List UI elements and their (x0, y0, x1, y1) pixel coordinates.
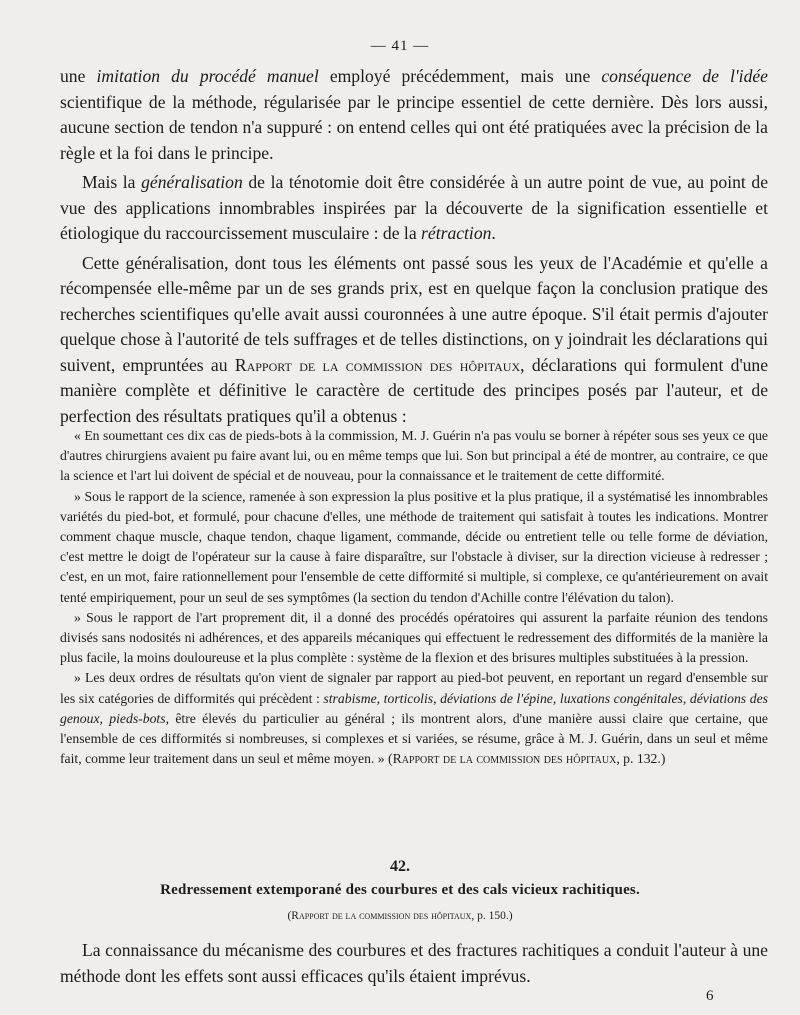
body-text-bottom (60, 938, 768, 989)
body-text-top (60, 64, 768, 429)
paragraph-2: Mais la généralisation de la ténotomie doit être considérée à un autre point de vue, au point de vue des applications innombrables inspirées par la découverte de la signification essentielle et étiologique du raccourcissement musculaire : de la rétraction. (60, 172, 769, 243)
paragraph-1: une imitation du procédé manuel employé précédemment, mais une conséquence de l'idée scientifique de la méthode, régularisée par le principe essentiel de cette dernière. Dès lors aussi, aucune section de tendon n'a suppuré : on entend celles qui ont été pratiquées avec la précision de la règle et la foi dans le principe. (60, 66, 768, 163)
quotation-block (60, 426, 768, 769)
final-paragraph: La connaissance du mécanisme des courbures et des fractures rachitiques a conduit l'auteur à une méthode dont les effets sont aussi efficaces qu'ils étaient imprévus. (60, 940, 768, 986)
paragraph-3: Cette généralisation, dont tous les éléments ont passé sous les yeux de l'Académie et qu'elle a récompensée elle-même par un de ses grands prix, est en quelque façon la conclusion pratique des recherches scientifiques qu'elle avait aussi couronnées à une autre époque. S'il était permis d'ajouter quelque chose à l'autorité de tels suffrages et de telles distinctions, on y joindrait les déclarations qui suivent, empruntées au Rapport de la commission des hôpitaux, déclarations qui formulent d'une manière complète et définitive le caractère de certitude des principes posés par l'auteur, et de perfection des résultats pratiques qu'il a obtenus : (60, 252, 769, 426)
section-number: 42. (390, 858, 410, 875)
section-source: (Rapport de la commission des hôpitaux, p. 150.) (287, 910, 513, 922)
page-number: — 41 — (370, 38, 430, 54)
section-title: Redressement extemporané des courbures et des cals vicieux rachitiques. (160, 882, 640, 898)
quote-paragraph-4: » Les deux ordres de résultats qu'on vient de signaler par rapport au pied-bot peuvent, en reportant un regard d'ensemble sur les six catégories de difformités qui précèdent : strabisme, torticolis, déviations de l'épine, luxations congénitales, déviations des genoux, pieds-bots, être élevés du particulier au général ; ils montrent alors, d'une manière aussi claire que certaine, que l'ensemble de ces difformités si nombreuses, si complexes et si variées, se résume, grâce à M. J. Guérin, dans un seul et même fait, comme leur traitement dans un seul et même moyen. » (Rapport de la commission des hôpitaux, p. 132.) (60, 670, 768, 767)
quote-paragraph-2: » Sous le rapport de la science, ramenée à son expression la plus positive et la plus pratique, il a systématisé les innombrables variétés du pied-bot, et formulé, pour chacune d'elles, une méthode de traitement qui satisfait à toutes les indications. Montrer comment chaque muscle, chaque tendon, chaque ligament, commande, décide ou entretient telle ou telle forme de déviation, c'est mettre le doigt de l'opérateur sur la cause à faire disparaître, sur l'obstacle à diviser, sur la direction vicieuse à redresser ; c'est, en un mot, faire rationnellement pour l'ensemble de cette difformité si multiple, si complexe, ce qu'antérieurement on avait tenté empiriquement, pour un seul de ses symptômes (la section du tendon d'Achille contre l'élévation du talon). (60, 488, 768, 605)
quote-paragraph-3: » Sous le rapport de l'art proprement dit, il a donné des procédés opératoires qui assurent la parfaite réunion des tendons divisés sans nodosités ni adhérences, et des appareils mécaniques qui effectuent le redressement des difformités de la manière la plus facile, la moins douloureuse et la plus complète : système de la flexion et des brisures multiples substituées à la pression. (60, 609, 768, 666)
signature-mark: 6 (706, 988, 714, 1004)
quote-paragraph-1: « En soumettant ces dix cas de pieds-bots à la commission, M. J. Guérin n'a pas voulu se borner à répéter sous ses yeux ce que d'autres chirurgiens avaient pu faire avant lui, ou en même temps que lui. Son but principal a été de montrer, au contraire, ce que la science et l'art lui doivent de spécial et de nouveau, pour la connaissance et le traitement de cette difformité. (60, 428, 768, 484)
